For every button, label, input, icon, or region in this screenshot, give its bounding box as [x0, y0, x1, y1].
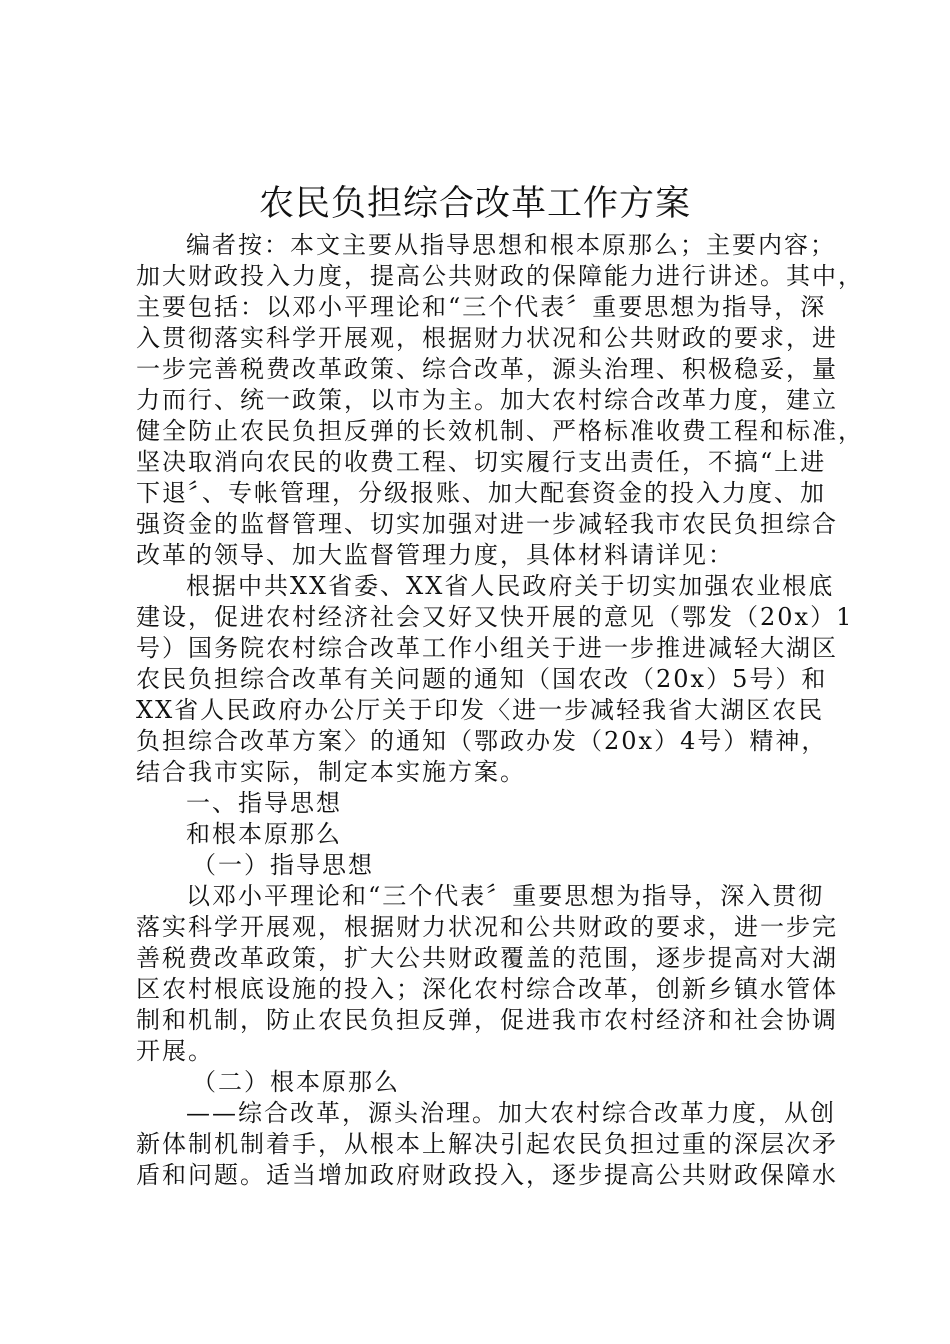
- paragraph-line: 入贯彻落实科学开展观，根据财力状况和公共财政的要求，进: [136, 324, 838, 352]
- paragraph-line: 改革的领导、加大监督管理力度，具体材料请详见：: [136, 541, 734, 569]
- paragraph-line: 力而行、统一政策，以市为主。加大农村综合改革力度，建立: [136, 386, 838, 414]
- paragraph-line: 健全防止农民负担反弹的长效机制、严格标准收费工程和标准，: [136, 417, 864, 445]
- paragraph-line: 建设，促进农村经济社会又好又快开展的意见（鄂发（20x）1: [136, 603, 854, 631]
- paragraph-line: 一步完善税费改革政策、综合改革，源头治理、积极稳妥，量: [136, 355, 838, 383]
- paragraph-line: 加大财政投入力度，提高公共财政的保障能力进行讲述。其中，: [136, 262, 864, 290]
- paragraph-line: 开展。: [136, 1037, 214, 1065]
- document-title: 农民负担综合改革工作方案: [258, 184, 691, 224]
- paragraph-line: 制和机制，防止农民负担反弹，促进我市农村经济和社会协调: [136, 1006, 838, 1034]
- paragraph-line: 以邓小平理论和“三个代表〞重要思想为指导，深入贯彻: [186, 882, 825, 910]
- paragraph-line: 主要包括：以邓小平理论和“三个代表〞重要思想为指导，深: [136, 293, 827, 321]
- paragraph-line: [136, 1191, 836, 1222]
- paragraph-line: 农民负担综合改革有关问题的通知（国农改（20x）5号）和: [136, 665, 828, 693]
- paragraph-line: 下退〞、专帐管理，分级报账、加大配套资金的投入力度、加: [136, 479, 826, 507]
- paragraph-line: 编者按：本文主要从指导思想和根本原那么；主要内容；: [186, 231, 836, 259]
- paragraph-line: 结合我市实际，制定本实施方案。: [136, 758, 526, 786]
- paragraph-line: 负担综合改革方案〉的通知（鄂政办发（20x）4号）精神，: [136, 727, 828, 755]
- section-heading: 一、指导思想: [186, 789, 342, 817]
- subsection-heading: （二）根本原那么: [192, 1068, 400, 1096]
- paragraph-line: 号）国务院农村综合改革工作小组关于进一步推进减轻大湖区: [136, 634, 838, 662]
- paragraph-line: 强资金的监督管理、切实加强对进一步减轻我市农民负担综合: [136, 510, 838, 538]
- section-heading: 和根本原那么: [186, 820, 342, 848]
- paragraph-line: 新体制机制着手，从根本上解决引起农民负担过重的深层次矛: [136, 1130, 838, 1158]
- paragraph-line: 根据中共XX省委、XX省人民政府关于切实加强农业根底: [186, 572, 835, 600]
- paragraph-line: ——综合改革，源头治理。加大农村综合改革力度，从创: [186, 1099, 836, 1127]
- subsection-heading: （一）指导思想: [192, 851, 374, 879]
- paragraph-line: 区农村根底设施的投入；深化农村综合改革，创新乡镇水管体: [136, 975, 838, 1003]
- paragraph-line: XX省人民政府办公厅关于印发〈进一步减轻我省大湖区农民: [136, 696, 825, 724]
- paragraph-line: 落实科学开展观，根据财力状况和公共财政的要求，进一步完: [136, 913, 838, 941]
- paragraph-line: 坚决取消向农民的收费工程、切实履行支出责任，不搞“上进: [136, 448, 827, 476]
- paragraph-line: 善税费改革政策，扩大公共财政覆盖的范围，逐步提高对大湖: [136, 944, 838, 972]
- document-body: [136, 230, 864, 1222]
- paragraph-line: 盾和问题。适当增加政府财政投入，逐步提高公共财政保障水: [136, 1161, 838, 1189]
